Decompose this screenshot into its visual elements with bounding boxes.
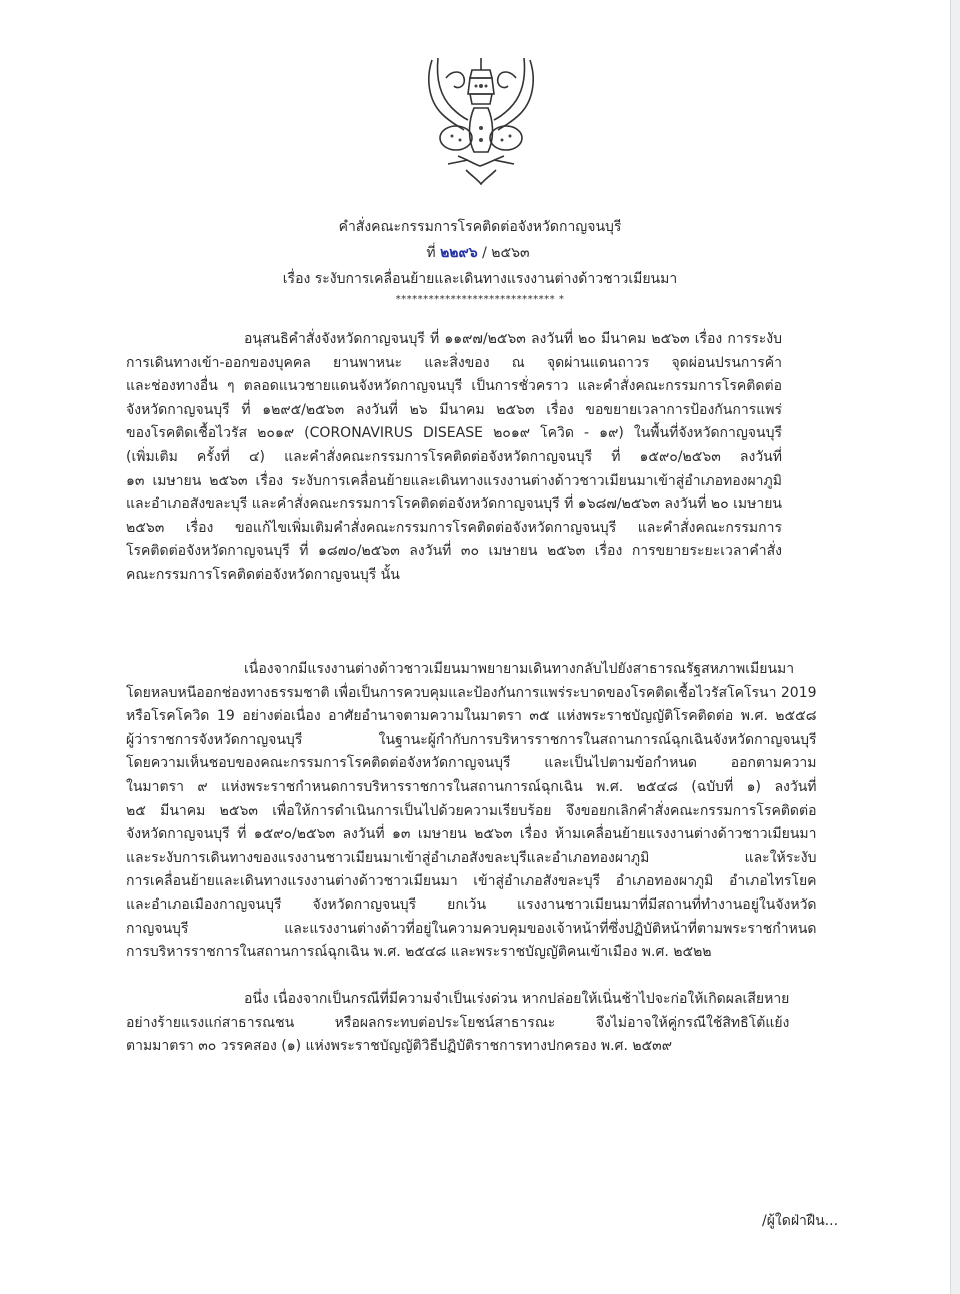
text-line: ของโรคติดเชื้อไวรัส ๒๐๑๙ (CORONAVIRUS DISEASE ๒๐๑๙ โควิด - ๑๙) ในพื้นที่จังหวัดกาญจนบุรี [126,425,782,442]
text-line: ๒๕๖๓ เรื่อง ขอแก้ไขเพิ่มเติมคำสั่งคณะกรรมการโรคติดต่อจังหวัดกาญจนบุรี และคำสั่งคณะกรรมการ [126,519,782,536]
text-line: ๒๕ มีนาคม ๒๕๖๓ เพื่อให้การดำเนินการเป็นไปด้วยความเรียบร้อย จึงขอยกเลิกคำสั่งคณะกรรมการโรคติดต่อ [126,802,817,819]
text-line: ในมาตรา ๙ แห่งพระราชกำหนดการบริหารราชการในสถานการณ์ฉุกเฉิน พ.ศ. ๒๕๔๘ (ฉบับที่ ๑) ลงวันที่ [126,778,817,795]
text-line: การเดินทางเข้า-ออกของบุคคล ยานพาหนะ และสิ่งของ ณ จุดผ่านแดนถาวร จุดผ่อนปรนการค้า [126,354,782,371]
continuation-marker: /ผู้ใดฝ่าฝืน... [762,1213,839,1229]
paragraph-urgency [126,988,789,1059]
text-line: ตามมาตรา ๓๐ วรรคสอง (๑) แห่งพระราชบัญญัติวิธีปฏิบัติราชการทางปกครอง พ.ศ. ๒๕๓๙ [126,1038,672,1055]
text-line: คณะกรรมการโรคติดต่อจังหวัดกาญจนบุรี นั้น [126,566,400,583]
text-line: โดยหลบหนีออกช่องทางธรรมชาติ เพื่อเป็นการควบคุมและป้องกันการแพร่ระบาดของโรคติดเชื้อไวรัสโคโรนา 2019 [126,684,817,701]
text-line: อนึ่ง เนื่องจากเป็นกรณีที่มีความจำเป็นเร่งด่วน หากปล่อยให้เนิ่นช้าไปจะก่อให้เกิดผลเสียหาย [244,991,790,1007]
text-line: อนุสนธิคำสั่งจังหวัดกาญจนบุรี ที่ ๑๑๙๗/๒๕๖๓ ลงวันที่ ๒๐ มีนาคม ๒๕๖๓ เรื่อง การระงับ [244,331,782,347]
order-number-prefix: ที่ [426,245,436,261]
paragraph-order [126,658,817,965]
text-line: กาญจนบุรี และแรงงานต่างด้าวที่อยู่ในความควบคุมของเจ้าหน้าที่ซึ่งปฏิบัติหน้าที่ตามพระราชกำหนด [126,920,817,937]
order-subject: เรื่อง ระงับการเคลื่อนย้ายและเดินทางแรงงานต่างด้าวชาวเมียนมา [282,271,678,287]
paragraph-references [126,328,782,588]
text-line: โรคติดต่อจังหวัดกาญจนบุรี ที่ ๑๘๗๐/๒๕๖๓ ลงวันที่ ๓๐ เมษายน ๒๕๖๓ เรื่อง การขยายระยะเวลาคำสั่ง [126,543,782,560]
order-number [0,240,960,266]
text-line: การเคลื่อนย้ายและเดินทางแรงงานต่างด้าวชาวเมียนมา เข้าสู่อำเภอสังขละบุรี อำเภอทองผาภูมิ อำเภอไทรโยค [126,873,817,890]
order-number-handwritten: ๒๒๙๖ [440,245,478,261]
text-line: จังหวัดกาญจนบุรี ที่ ๑๒๙๕/๒๕๖๓ ลงวันที่ ๒๖ มีนาคม ๒๕๖๓ เรื่อง ขอขยายเวลาการป้องกันการแพร่ [126,401,782,418]
text-line: การบริหารราชการในสถานการณ์ฉุกเฉิน พ.ศ. ๒๕๔๘ และพระราชบัญญัติคนเข้าเมือง พ.ศ. ๒๕๒๒ [126,944,712,961]
order-title: คำสั่งคณะกรรมการโรคติดต่อจังหวัดกาญจนบุรี [338,219,622,235]
text-line: และอำเภอสังขละบุรี และคำสั่งคณะกรรมการโรคติดต่อจังหวัดกาญจนบุรี ที่ ๑๖๘๗/๒๕๖๓ ลงวันที่ ๒๐ เมษายน [126,496,782,513]
order-number-year: / ๒๕๖๓ [482,245,530,261]
text-line: โดยความเห็นชอบของคณะกรรมการโรคติดต่อจังหวัดกาญจนบุรี และเป็นไปตามข้อกำหนด ออกตามความ [126,755,817,772]
text-line: จังหวัดกาญจนบุรี ที่ ๑๕๙๐/๒๕๖๓ ลงวันที่ ๑๓ เมษายน ๒๕๖๓ เรื่อง ห้ามเคลื่อนย้ายแรงงานต่างด้าวชาวเมียนมา [126,826,817,843]
garuda-emblem-icon [418,48,544,186]
document-header [0,214,960,308]
separator-line: ***************************** * [395,294,565,305]
text-line: ผู้ว่าราชการจังหวัดกาญจนบุรี ในฐานะผู้กำกับการบริหารราชการในสถานการณ์ฉุกเฉินจังหวัดกาญจนบุรี [126,731,817,748]
text-line: อย่างร้ายแรงแก่สาธารณชน หรือผลกระทบต่อประโยชน์สาธารณะ จึงไม่อาจให้คู่กรณีใช้สิทธิโต้แย้ง [126,1014,790,1031]
text-line: และอำเภอเมืองกาญจนบุรี จังหวัดกาญจนบุรี ยกเว้น แรงงานชาวเมียนมาที่มีสถานที่ทำงานอยู่ในจังหวัด [126,896,817,913]
text-line: และช่องทางอื่น ๆ ตลอดแนวชายแดนจังหวัดกาญจนบุรี เป็นการชั่วคราว และคำสั่งคณะกรรมการโรคติดต่อ [126,378,782,395]
text-line: และระงับการเดินทางของแรงงานชาวเมียนมาเข้าสู่อำเภอสังขละบุรีและอำเภอทองผาภูมิ และให้ระงับ [126,849,817,866]
text-line: หรือโรคโควิด 19 อย่างต่อเนื่อง อาศัยอำนาจตามความในมาตรา ๓๕ แห่งพระราชบัญญัติโรคติดต่อ พ.ศ. ๒๕๕๘ [126,708,817,725]
text-line: (เพิ่มเติม ครั้งที่ ๔) และคำสั่งคณะกรรมการโรคติดต่อจังหวัดกาญจนบุรี ที่ ๑๕๙๐/๒๕๖๓ ลงวันที่ [126,448,782,465]
text-line: ๑๓ เมษายน ๒๕๖๓ เรื่อง ระงับการเคลื่อนย้ายและเดินทางแรงงานต่างด้าวชาวเมียนมาเข้าสู่อำเภอทองผาภูมิ [126,472,782,489]
text-line: เนื่องจากมีแรงงานต่างด้าวชาวเมียนมาพยายามเดินทางกลับไปยังสาธารณรัฐสหภาพเมียนมา [244,661,795,677]
